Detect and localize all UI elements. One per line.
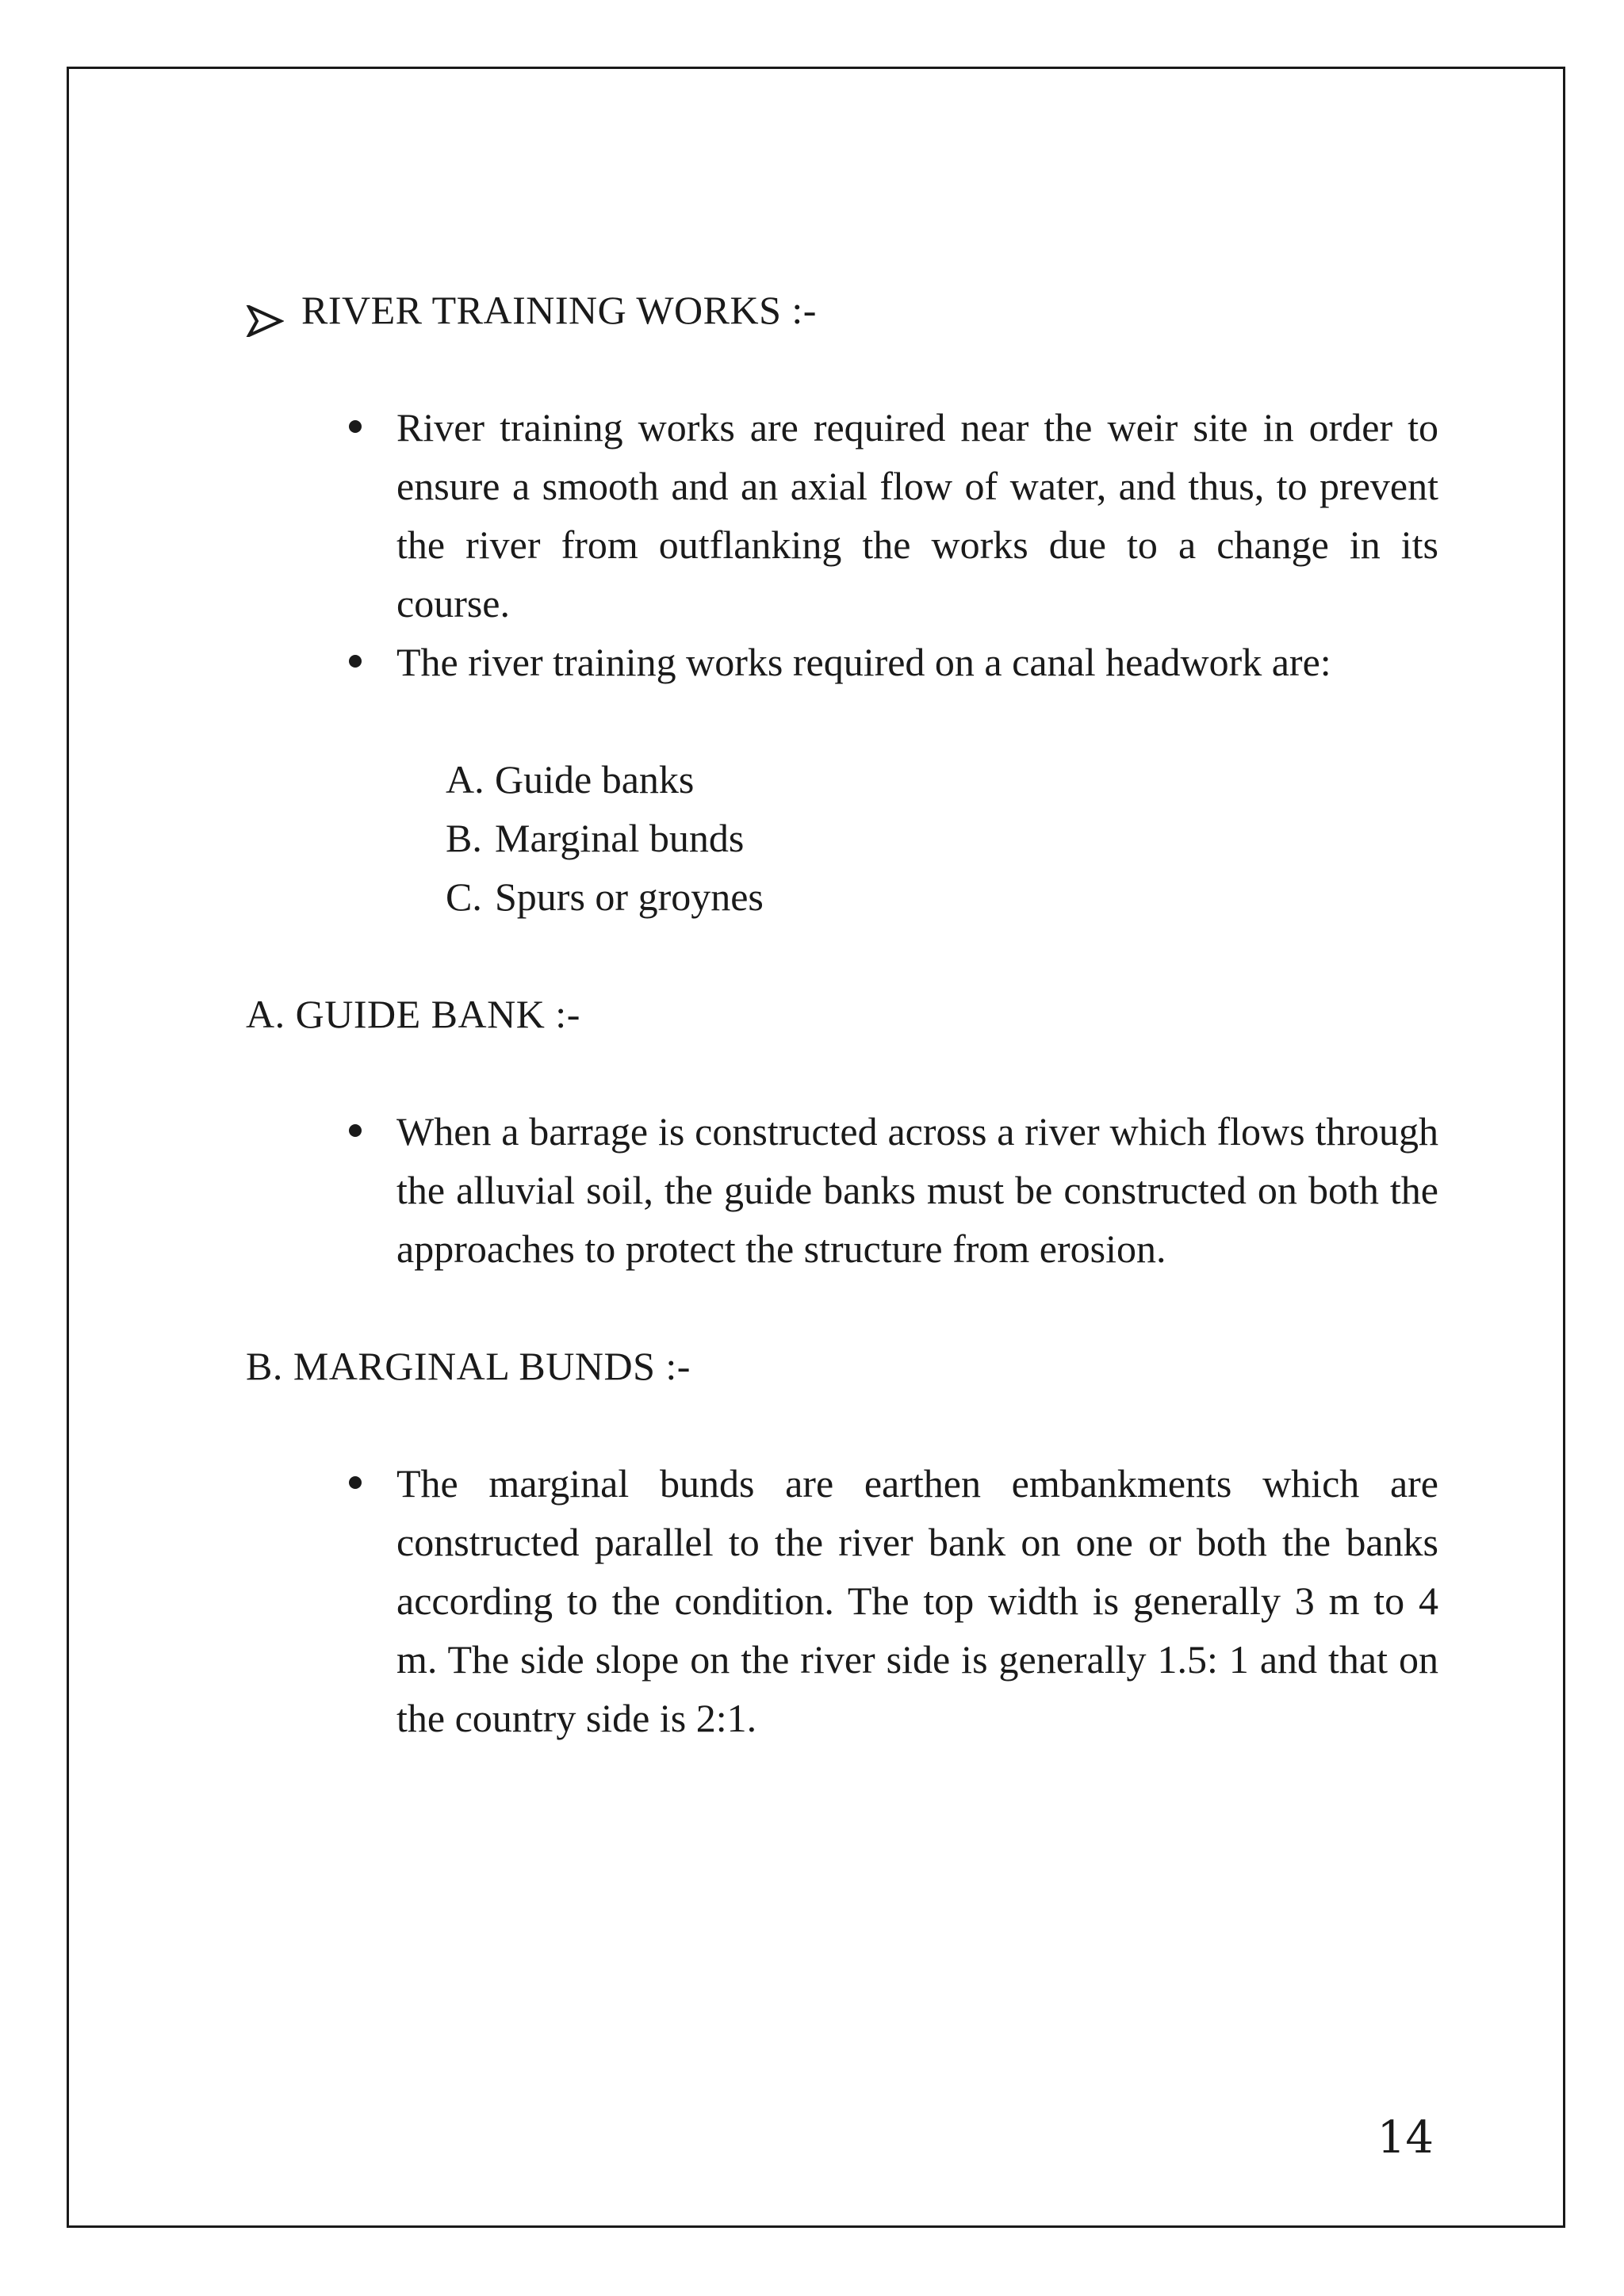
document-body (246, 281, 1438, 1747)
heading-text: RIVER TRAINING WORKS :- (301, 288, 817, 332)
bullet-list (246, 1454, 1438, 1747)
sub-item-letter: C. (446, 874, 482, 919)
sub-item-letter: A. (446, 757, 485, 802)
section-heading: B. MARGINAL BUNDS :- (246, 1344, 691, 1388)
list-item (396, 398, 1438, 633)
section-marginal-bunds (246, 1337, 1438, 1747)
bullet-dot-icon (349, 655, 362, 668)
sub-list (246, 750, 1438, 926)
sub-list-item (446, 809, 1438, 867)
bullet-dot-icon (349, 1476, 362, 1489)
list-item-text: When a barrage is constructed across a river which flows through the alluvial soil, the guide banks must be constructed on both the approaches to protect the structure from erosion. (396, 1109, 1438, 1271)
section-river-training (246, 281, 1438, 926)
list-item (396, 1102, 1438, 1278)
sub-item-text: Spurs or groynes (495, 874, 764, 919)
bullet-dot-icon (349, 420, 362, 433)
arrowhead-icon (246, 294, 284, 326)
bullet-dot-icon (349, 1124, 362, 1137)
section-heading (246, 281, 1438, 339)
spacer (246, 926, 1438, 985)
sub-item-text: Marginal bunds (495, 816, 745, 860)
list-item (396, 1454, 1438, 1747)
spacer (246, 1278, 1438, 1337)
bullet-list (246, 398, 1438, 691)
list-item-text: The river training works required on a canal headwork are: (396, 640, 1331, 684)
sub-list-item (446, 867, 1438, 926)
bullet-list (246, 1102, 1438, 1278)
section-guide-bank (246, 985, 1438, 1278)
page-number: 14 (1377, 2112, 1434, 2164)
sub-item-letter: B. (446, 816, 482, 860)
list-item (396, 633, 1438, 691)
list-item-text: The marginal bunds are earthen embankments which are constructed parallel to the river bank on one or both the banks according to the condition. The top width is generally 3 m to 4 m. The side slope on the river side is generally 1.5: 1 and that on the country side is 2:1. (396, 1461, 1438, 1740)
section-heading: A. GUIDE BANK :- (246, 992, 580, 1036)
list-item-text: River training works are required near the weir site in order to ensure a smooth and an axial flow of water, and thus, to prevent the river from outflanking the works due to a change in its course. (396, 405, 1438, 626)
sub-item-text: Guide banks (495, 757, 695, 802)
sub-list-item (446, 750, 1438, 809)
